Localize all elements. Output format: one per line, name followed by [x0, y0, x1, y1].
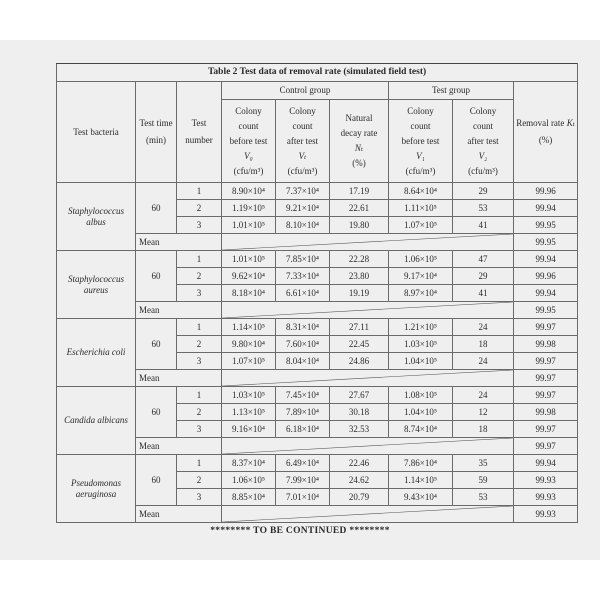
natural-decay-cell: 32.53: [330, 421, 389, 438]
diagonal-line: [222, 370, 513, 386]
v0-cell: 1.14×10⁵: [222, 319, 276, 336]
removal-rate-cell: 99.95: [514, 217, 578, 234]
v0-cell: 1.13×10⁵: [222, 404, 276, 421]
v0-cell: 1.01×10⁵: [222, 251, 276, 268]
mean-label: Mean: [136, 370, 222, 387]
mean-row: [57, 438, 578, 455]
header-line: (min): [146, 135, 166, 145]
header-test-bacteria: [57, 82, 136, 183]
header-line: Test: [139, 118, 155, 128]
natural-decay-cell: 20.79: [330, 489, 389, 506]
v1-cell: 1.06×10⁵: [389, 251, 453, 268]
bacteria-name-line: Staphylococcus: [68, 206, 124, 217]
test-number-cell: 2: [177, 336, 222, 353]
mean-value-cell: 99.97: [514, 370, 578, 387]
test-group-header: Test group: [389, 82, 514, 100]
bacteria-name-cell: [57, 251, 136, 319]
v2-cell: 24: [453, 387, 514, 404]
header-line: bacteria: [90, 126, 119, 137]
v1-cell: 8.64×10⁴: [389, 183, 453, 200]
header-v2: [453, 100, 514, 183]
test-number-cell: 3: [177, 489, 222, 506]
v1-cell: 1.11×10⁵: [389, 200, 453, 217]
mean-diagonal-cell: [222, 506, 514, 523]
vt-cell: 7.85×10⁴: [276, 251, 330, 268]
header-line: count: [292, 120, 313, 131]
mean-diagonal-cell: [222, 438, 514, 455]
mean-row: [57, 234, 578, 251]
v0-cell: 8.85×10⁴: [222, 489, 276, 506]
v0-cell: 1.06×10⁵: [222, 472, 276, 489]
test-number-cell: 2: [177, 472, 222, 489]
test-time-cell: 60: [136, 183, 177, 234]
mean-value-cell: 99.95: [514, 302, 578, 319]
header-line: (%): [352, 158, 366, 168]
header-test-number: [177, 82, 222, 183]
header-line: Test: [191, 118, 207, 128]
bacteria-name-cell: [57, 319, 136, 387]
test-number-cell: 2: [177, 200, 222, 217]
removal-rate-cell: 99.96: [514, 268, 578, 285]
diagonal-line: [222, 234, 513, 250]
vt-cell: 7.89×10⁴: [276, 404, 330, 421]
vt-cell: 9.21×10⁴: [276, 200, 330, 217]
header-line: Test: [73, 126, 89, 137]
removal-rate-cell: 99.94: [514, 200, 578, 217]
table-title-row: [57, 64, 578, 82]
header-line: (cfu/m³): [405, 165, 436, 176]
table-container: [56, 63, 577, 523]
bacteria-name-line: albus: [86, 216, 106, 227]
v0-cell: 1.19×10⁵: [222, 200, 276, 217]
v1-cell: 8.97×10⁴: [389, 285, 453, 302]
header-line: Colony: [407, 105, 434, 116]
natural-decay-cell: 24.86: [330, 353, 389, 370]
test-number-cell: 2: [177, 268, 222, 285]
header-natural-decay: [330, 100, 389, 183]
v2-cell: 24: [453, 353, 514, 370]
test-number-cell: 3: [177, 353, 222, 370]
vt-cell: 7.60×10⁴: [276, 336, 330, 353]
vt-cell: 6.61×10⁴: [276, 285, 330, 302]
header-line: count: [473, 120, 493, 131]
v2-cell: 41: [453, 285, 514, 302]
vt-cell: 7.37×10⁴: [276, 183, 330, 200]
header-removal-rate: [514, 82, 578, 183]
natural-decay-cell: 23.80: [330, 268, 389, 285]
vt-cell: 8.31×10⁴: [276, 319, 330, 336]
v1-cell: 1.21×10⁵: [389, 319, 453, 336]
v2-cell: 41: [453, 217, 514, 234]
header-line: count: [410, 120, 431, 131]
header-line: count: [238, 120, 259, 131]
header-line: (%): [538, 135, 553, 145]
bacteria-name-line: Pseudomonas: [71, 478, 121, 489]
removal-rate-cell: 99.97: [514, 387, 578, 404]
mean-diagonal-cell: [222, 302, 514, 319]
removal-rate-cell: 99.98: [514, 336, 578, 353]
v1-cell: 7.86×10⁴: [389, 455, 453, 472]
header-line: V₂: [478, 150, 488, 161]
v0-cell: 1.03×10⁵: [222, 387, 276, 404]
mean-label: Mean: [136, 438, 222, 455]
v0-cell: 1.01×10⁵: [222, 217, 276, 234]
table-row: [57, 251, 578, 268]
vt-cell: 6.18×10⁴: [276, 421, 330, 438]
v1-cell: 9.43×10⁴: [389, 489, 453, 506]
bacteria-name-line: Staphylococcus: [68, 274, 124, 285]
test-time-cell: 60: [136, 455, 177, 506]
v1-cell: 1.03×10⁵: [389, 336, 453, 353]
mean-row: [57, 506, 578, 523]
bacteria-name-line: aeruginosa: [75, 488, 117, 499]
v1-cell: 1.07×10⁵: [389, 217, 453, 234]
header-line: Kₜ: [566, 118, 575, 128]
v2-cell: 53: [453, 200, 514, 217]
v2-cell: 12: [453, 404, 514, 421]
bacteria-name-cell: [57, 387, 136, 455]
v0-cell: 8.18×10⁴: [222, 285, 276, 302]
v2-cell: 18: [453, 336, 514, 353]
table-title: Table 2 Test data of removal rate (simulated field test): [57, 64, 578, 82]
natural-decay-cell: 22.61: [330, 200, 389, 217]
header-line: V₀: [244, 150, 253, 161]
header-line: after test: [467, 135, 499, 146]
v1-cell: 9.17×10⁴: [389, 268, 453, 285]
vt-cell: 8.10×10⁴: [276, 217, 330, 234]
table-body: [57, 64, 578, 523]
mean-value-cell: 99.97: [514, 438, 578, 455]
bacteria-name-line: Escherichia coli: [66, 347, 126, 358]
test-number-cell: 1: [177, 183, 222, 200]
table-row: [57, 387, 578, 404]
header-line: Vₜ: [298, 150, 307, 161]
table-row: [57, 319, 578, 336]
control-group-header: Control group: [222, 82, 389, 100]
test-time-cell: 60: [136, 251, 177, 302]
vt-cell: 6.49×10⁴: [276, 455, 330, 472]
v0-cell: 8.90×10⁴: [222, 183, 276, 200]
test-time-cell: 60: [136, 387, 177, 438]
header-line: Colony: [235, 105, 262, 116]
header-line: rate: [550, 118, 565, 128]
test-number-cell: 1: [177, 455, 222, 472]
removal-rate-cell: 99.97: [514, 353, 578, 370]
header-line: (cfu/m³): [287, 165, 318, 176]
test-number-cell: 1: [177, 251, 222, 268]
natural-decay-cell: 22.45: [330, 336, 389, 353]
header-line: V₁: [416, 150, 425, 161]
header-line: (cfu/m³): [468, 165, 498, 176]
natural-decay-cell: 22.46: [330, 455, 389, 472]
natural-decay-cell: 24.62: [330, 472, 389, 489]
header-line: before test: [229, 135, 268, 146]
diagonal-line: [222, 302, 513, 318]
vt-cell: 7.99×10⁴: [276, 472, 330, 489]
header-line: Nₜ: [354, 143, 364, 153]
mean-diagonal-cell: [222, 370, 514, 387]
vt-cell: 7.01×10⁴: [276, 489, 330, 506]
header-v1: [389, 100, 453, 183]
test-time-cell: 60: [136, 319, 177, 370]
header-line: Natural: [345, 113, 373, 123]
mean-value-cell: 99.95: [514, 234, 578, 251]
mean-row: [57, 370, 578, 387]
diagonal-line: [222, 438, 513, 454]
removal-rate-table: [56, 63, 578, 523]
removal-rate-cell: 99.94: [514, 455, 578, 472]
natural-decay-cell: 27.67: [330, 387, 389, 404]
vt-cell: 7.33×10⁴: [276, 268, 330, 285]
natural-decay-cell: 19.19: [330, 285, 389, 302]
removal-rate-cell: 99.94: [514, 251, 578, 268]
removal-rate-cell: 99.93: [514, 489, 578, 506]
mean-label: Mean: [136, 234, 222, 251]
natural-decay-cell: 19.80: [330, 217, 389, 234]
removal-rate-cell: 99.98: [514, 404, 578, 421]
test-number-cell: 3: [177, 217, 222, 234]
test-number-cell: 1: [177, 319, 222, 336]
v0-cell: 8.37×10⁴: [222, 455, 276, 472]
v0-cell: 9.62×10⁴: [222, 268, 276, 285]
v2-cell: 29: [453, 183, 514, 200]
natural-decay-cell: 22.28: [330, 251, 389, 268]
removal-rate-cell: 99.97: [514, 421, 578, 438]
removal-rate-cell: 99.96: [514, 183, 578, 200]
mean-row: [57, 302, 578, 319]
removal-rate-cell: 99.97: [514, 319, 578, 336]
vt-cell: 7.45×10⁴: [276, 387, 330, 404]
test-number-cell: 1: [177, 387, 222, 404]
v0-cell: 9.80×10⁴: [222, 336, 276, 353]
header-line: after test: [286, 135, 319, 146]
test-number-cell: 2: [177, 404, 222, 421]
natural-decay-cell: 17.19: [330, 183, 389, 200]
header-line: time: [156, 118, 173, 128]
natural-decay-cell: 30.18: [330, 404, 389, 421]
header-line: (cfu/m³): [233, 165, 264, 176]
v1-cell: 1.08×10⁵: [389, 387, 453, 404]
bacteria-name-cell: [57, 183, 136, 251]
v2-cell: 53: [453, 489, 514, 506]
mean-label: Mean: [136, 302, 222, 319]
vt-cell: 8.04×10⁴: [276, 353, 330, 370]
header-vt: [276, 100, 330, 183]
diagonal-line: [222, 506, 513, 522]
v0-cell: 9.16×10⁴: [222, 421, 276, 438]
natural-decay-cell: 27.11: [330, 319, 389, 336]
bacteria-name-line: aureus: [83, 284, 109, 295]
mean-value-cell: 99.93: [514, 506, 578, 523]
continued-note: ******** TO BE CONTINUED ********: [210, 526, 390, 536]
header-test-time: [136, 82, 177, 183]
test-number-cell: 3: [177, 285, 222, 302]
v2-cell: 24: [453, 319, 514, 336]
mean-diagonal-cell: [222, 234, 514, 251]
v1-cell: 8.74×10⁴: [389, 421, 453, 438]
table-row: [57, 455, 578, 472]
v1-cell: 1.14×10⁵: [389, 472, 453, 489]
test-number-cell: 3: [177, 421, 222, 438]
mean-label: Mean: [136, 506, 222, 523]
header-line: decay rate: [340, 128, 378, 138]
group-header-row: [57, 82, 578, 100]
removal-rate-cell: 99.93: [514, 472, 578, 489]
v2-cell: 47: [453, 251, 514, 268]
v2-cell: 59: [453, 472, 514, 489]
header-line: before test: [401, 135, 440, 146]
v1-cell: 1.04×10⁵: [389, 404, 453, 421]
header-line: Colony: [289, 105, 316, 116]
v2-cell: 35: [453, 455, 514, 472]
table-row: [57, 183, 578, 200]
header-line: Colony: [469, 105, 497, 116]
removal-rate-cell: 99.94: [514, 285, 578, 302]
bacteria-name-cell: [57, 455, 136, 523]
header-line: Removal: [516, 118, 549, 128]
header-v0: [222, 100, 276, 183]
header-line: number: [185, 135, 213, 145]
bacteria-name-line: Candida albicans: [64, 415, 128, 426]
v2-cell: 29: [453, 268, 514, 285]
v0-cell: 1.07×10⁵: [222, 353, 276, 370]
v1-cell: 1.04×10⁵: [389, 353, 453, 370]
v2-cell: 18: [453, 421, 514, 438]
